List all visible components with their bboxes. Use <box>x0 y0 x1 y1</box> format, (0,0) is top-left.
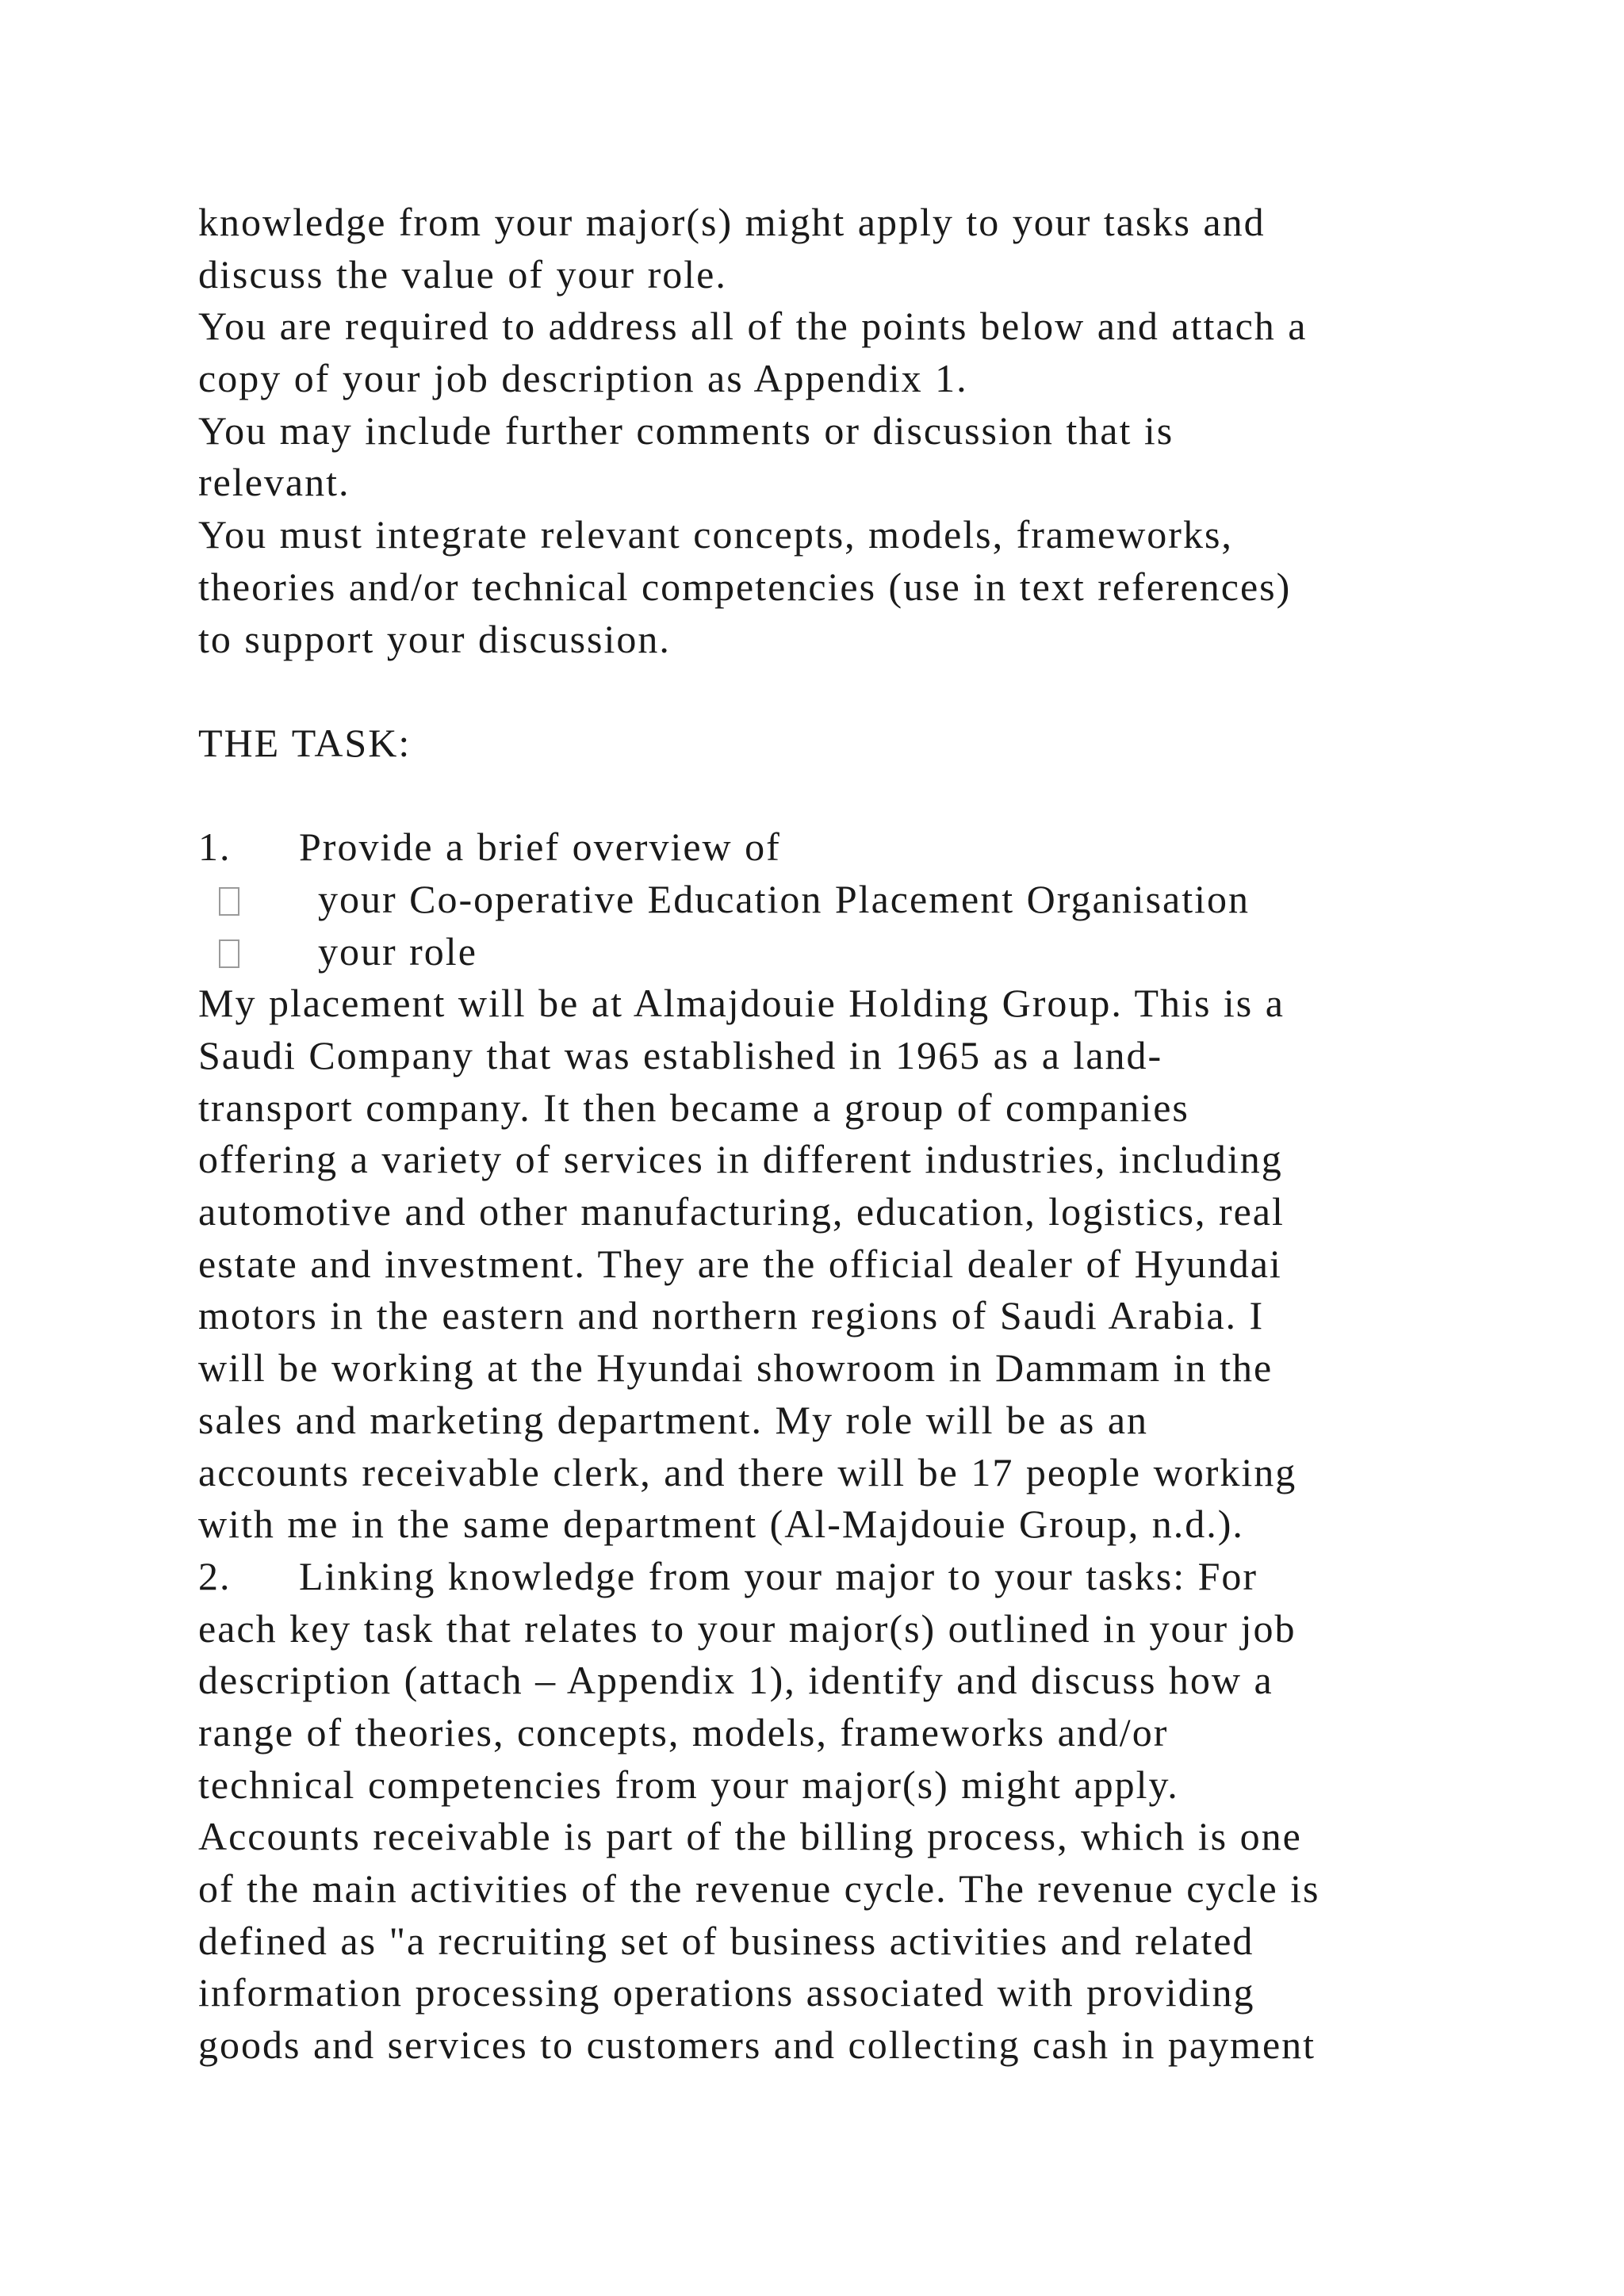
numbered-item-2 <box>198 1551 1507 1603</box>
text-line: relevant. <box>198 460 350 505</box>
text-line: each key task that relates to your major(s) outlined in your job <box>198 1605 1297 1651</box>
missing-glyph-bullet-icon <box>219 939 239 968</box>
missing-glyph-bullet-icon <box>219 887 239 916</box>
bullet-text: your Co-operative Education Placement Organisation <box>318 876 1250 921</box>
text-line: transport company. It then became a group of companies <box>198 1085 1189 1130</box>
document-body <box>198 197 1507 2072</box>
text-line: accounts receivable clerk, and there will be 17 people working <box>198 1449 1297 1494</box>
bullet-text: your role <box>318 928 477 974</box>
text-line: discuss the value of your role. <box>198 251 727 297</box>
text-line: automotive and other manufacturing, education, logistics, real <box>198 1189 1285 1234</box>
text-line: of the main activities of the revenue cycle. The revenue cycle is <box>198 1866 1320 1911</box>
item-number: 1. <box>198 825 232 870</box>
text-line: offering a variety of services in different industries, including <box>198 1137 1283 1182</box>
text-line: range of theories, concepts, models, frameworks and/or <box>198 1709 1169 1755</box>
text-line: defined as "a recruiting set of business activities and related <box>198 1918 1254 1963</box>
text-line: knowledge from your major(s) might apply to your tasks and <box>198 200 1266 244</box>
item-number: 2. <box>198 1553 232 1598</box>
text-line: estate and investment. They are the official dealer of Hyundai <box>198 1241 1282 1286</box>
section-heading: THE TASK: <box>198 720 412 765</box>
text-line: Saudi Company that was established in 1965 as a land- <box>198 1033 1163 1077</box>
text-line: theories and/or technical competencies (use in text references) <box>198 564 1292 609</box>
text-line: information processing operations associated with providing <box>198 1970 1255 2015</box>
text-line: technical competencies from your major(s) might apply. <box>198 1762 1179 1807</box>
blank-line <box>198 770 1507 822</box>
text-line: sales and marketing department. My role will be as an <box>198 1397 1149 1442</box>
text-line: You are required to address all of the points below and attach a <box>198 304 1308 349</box>
text-line: description (attach – Appendix 1), identify and discuss how a <box>198 1658 1274 1703</box>
text-line: motors in the eastern and northern regions of Saudi Arabia. I <box>198 1293 1265 1338</box>
item-text: Provide a brief overview of <box>299 825 781 870</box>
numbered-item-1 <box>198 821 1507 874</box>
text-line: Accounts receivable is part of the billing process, which is one <box>198 1814 1302 1859</box>
blank-line <box>198 665 1507 718</box>
text-line: to support your discussion. <box>198 616 671 661</box>
bullet-item <box>198 874 1507 926</box>
text-line: copy of your job description as Appendix 1. <box>198 356 968 401</box>
text-line: My placement will be at Almajdouie Holding Group. This is a <box>198 981 1285 1026</box>
text-line: You may include further comments or discussion that is <box>198 408 1174 453</box>
bullet-item <box>198 926 1507 978</box>
text-line: will be working at the Hyundai showroom in Dammam in the <box>198 1345 1274 1391</box>
item-text: Linking knowledge from your major to your tasks: For <box>299 1553 1258 1598</box>
text-line: with me in the same department (Al-Majdouie Group, n.d.). <box>198 1502 1244 1547</box>
text-line: goods and services to customers and collecting cash in payment <box>198 2022 1316 2068</box>
text-line: You must integrate relevant concepts, models, frameworks, <box>198 512 1233 557</box>
